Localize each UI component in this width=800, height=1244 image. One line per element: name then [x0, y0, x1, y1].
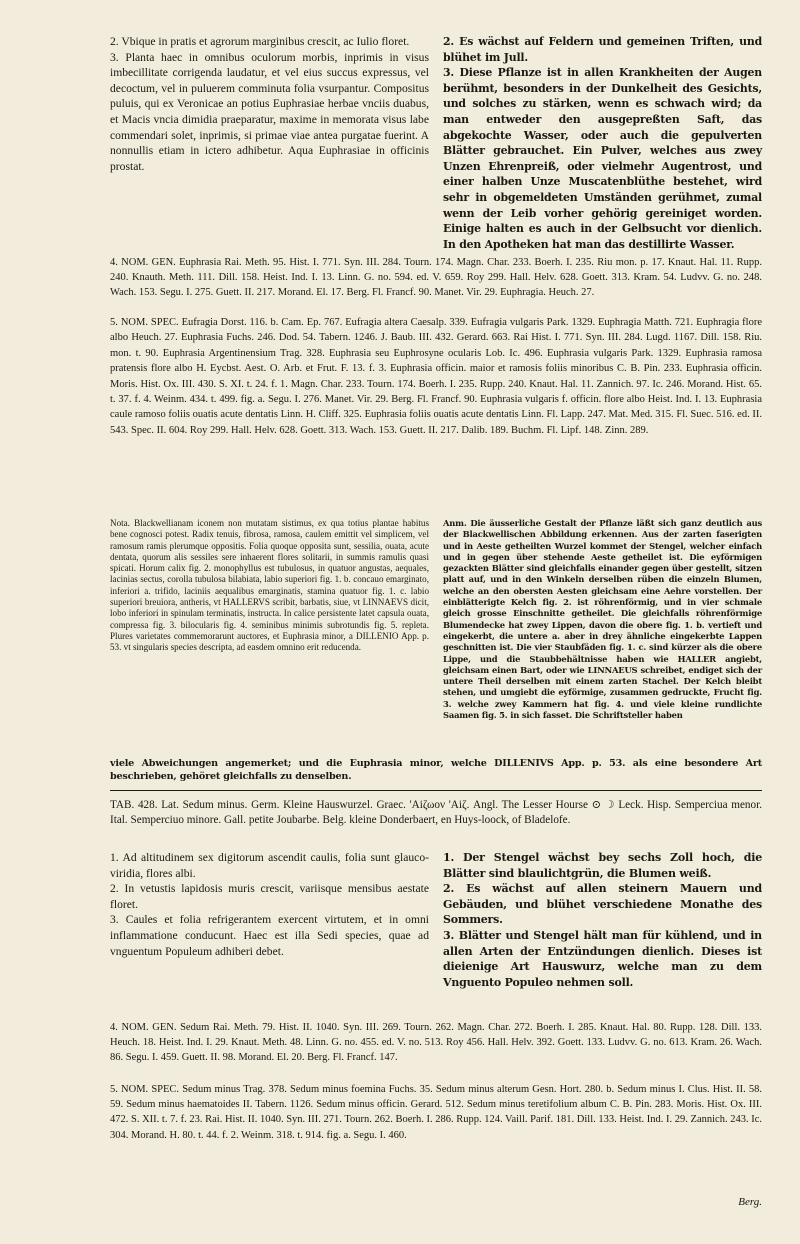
- sedum-german-column: [443, 850, 762, 990]
- nota-columns: [110, 518, 762, 721]
- sedum-columns: [110, 850, 762, 990]
- sedum-nom-gen-text: 4. NOM. GEN. Sedum Rai. Meth. 79. Hist. II. 1040. Syn. III. 269. Tourn. 262. Magn. Char. 272. Boerh. I. 285. Knaut. Hal. 80. Rupp. 128. Dill. 133. Heuch. 18. Heist. Ind. I. 29. Knaut. Meth. 48. Linn. G. no. 455. ed. V. no. 513. Roy 456. Hall. Helv. 392. Goett. 133. Ludvv. G. no. 613. Kram. 26. Wach. 86. Segu. I. 459. Guett. II. 98. Morand. El. 20. Berg. Fl. Francf. 147.: [110, 1022, 762, 1064]
- tab-header-text: TAB. 428. Lat. Sedum minus. Germ. Kleine Hauswurzel. Graec. 'Aiζωον 'Aiζ. Angl. The Lesser Hourse ⊙ ☽ Leck. Hisp. Semperciua menor. Ital. Semperciuo minore. Gall. petite Joubarbe. Belg. kleine Donderbaert, en Huys-loock, of Bladelofe.: [110, 799, 762, 827]
- sedum-latin-column: [110, 850, 429, 990]
- latin-paragraph-3: 3. Planta haec in omnibus oculorum morbis, inprimis in visus imbecillitate corrigenda laudatur, et vel eius succus expressus, vel decoctum, vel in puluerem comminuta folia vsurpantur. Compositus puluis, qui ex Veronicae an potius Euphrasiae herbae vnciis duabus, et Macis vncia dimidia praeparatur, maxime in memorata visus labe commendari solet, inprimis, si primae viae antea purgatae fuerint. A nonnullis etiam in ictero adhibetur. Aqua Euphrasiae in officinis prostat.: [110, 50, 429, 173]
- sedum-nom-gen: [110, 1020, 762, 1066]
- sedum-german-1: 1. Der Stengel wächst bey sechs Zoll hoch, die Blätter sind blaulichtgrün, die Blumen weiß.: [443, 851, 762, 880]
- nota-german-text: Anm. Die äusserliche Gestalt der Pflanze läßt sich ganz deutlich aus der Blackwellischen Abbildung erkennen. Aus der zarten faserigten und in Aeste getheilten Wurzel kommet der Stengel, welcher einfach und in gegen über stehende Aeste getheilet ist. Die eyförmigen gezackten Blätter sind gleichfalls einander gegen über gestellt, sitzen platt auf, und in den Winkeln derselben rüben die einzeln Blumen, welche an den obersten Aesten gleichsam eine Aehre vorstellen. Der einblätterigte Kelch fig. 2. ist röhrenförmig, und in vier schmale gleich grosse Einschnitte getheilet. Die gleichfalls röhrenförmige Blumendecke hat zwey Lippen, davon die obere fig. 1. b. vertieft und eingekerbt, die untere a. aber in drey ähnliche eingekerbte Lappen geschnitten ist. Die vier Staubfäden fig. 1. c. sind kürzer als die obere Lippe, und die Staubbehältnisse haben wie HALLER angiebt, gleichsam einen Bart, oder wie LINNAEUS schreibet, endiget sich der untere Theil derselben mit einem zarten Stachel. Der Kelch bleibt stehen, und umgiebt die eyförmige, zusammen gedruckte, Frucht fig. 3. welche zwey Kammern hat fig. 4. und viele kleine rundlichte Saamen fig. 5. in sich fasset. Die Schriftsteller haben: [443, 518, 762, 721]
- nota-german: [443, 518, 762, 721]
- sedum-german-2: 2. Es wächst auf allen steinern Mauern und Gebäuden, und blühet verschiedene Monathe des Sommers.: [443, 882, 762, 927]
- latin-paragraph-2: 2. Vbique in pratis et agrorum marginibus crescit, ac Iulio floret.: [110, 35, 410, 48]
- german-paragraph-2: 2. Es wächst auf Feldern und gemeinen Triften, und blühet im Jull.: [443, 35, 762, 64]
- sedum-german-3: 3. Blätter und Stengel hält man für kühlend, und in allen Arten der Entzündungen dienlich. Dieses ist dieienige Art Hauswurz, welche man zu dem Vnguento Populeo nehmen soll.: [443, 928, 762, 989]
- german-paragraph-3: 3. Diese Pflanze ist in allen Krankheiten der Augen berühmt, besonders in der Dunkelheit des Gesichts, und solches zu stärken, wenn es schwach wird; da man entweder den ausgepreßten Saft, das abgekochte Wasser, oder auch die gepulverten Blätter gebrauchet. Ein Pulver, welches aus zwey Unzen Ehrenpreiß, oder vielmehr Augentrost, und einer halben Unze Muscatenblüthe bestehet, wird sehr in obgemeldeten Umständen gerühmet, zumal wenn der Leib vorher gehörig gereiniget worden. Einige halten es auch in der Gelbsucht vor dienlich. In den Apotheken hat man das destillirte Wasser.: [443, 66, 762, 251]
- section-divider: [110, 790, 762, 791]
- euphrasia-nom-spec: [110, 315, 762, 438]
- nota-tail: [110, 758, 762, 783]
- sedum-nom-spec-text: 5. NOM. SPEC. Sedum minus Trag. 378. Sedum minus foemina Fuchs. 35. Sedum minus alterum Gesn. Hort. 280. b. Sedum minus I. Clus. Hist. II. 58. 59. Sedum minus haematoides II. Tabern. 1126. Sedum minus officin. Gerard. 512. Sedum minus teretifolium album C. B. Pin. 283. Moris. Hist. Ox. III. 472. S. XII. t. 7. f. 23. Rai. Hist. II. 1040. Syn. III. 271. Tourn. 262. Boerh. I. 286. Rupp. 124. Vaill. Parif. 181. Dill. 133. Heist. Ind. I. 29. Zannich. 243. Ic. 304. Morand. H. 80. t. 44. f. 2. Weinm. 318. t. 914. fig. a. Segu. I. 460.: [110, 1084, 762, 1141]
- nom-spec-text: 5. NOM. SPEC. Eufragia Dorst. 116. b. Cam. Ep. 767. Eufragia altera Caesalp. 339. Eufragia vulgaris Park. 1329. Euphragia Matth. 721. Euphragia flore albo Heuch. 27. Euphrasia Fuchs. 246. Dod. 54. Tabern. 1246. J. Baub. III. 432. Gerard. 663. Rai Hist. I. 771. Syn. III. 284. Lugd. 1167. Dill. 158. Riu. mon. t. 90. Euphrasia Argentinensium Trag. 328. Euphrasia seu Euphrosyne ocularis Lob. Ic. 496. Euphrasia vulgaris Park. 1329. Euphrasia ramosa pratensis flore albo H. Eycbst. Aest. O. Arb. et Frut. F. 13. f. 3. Euphrasia officin. maior et ramosis foliis minoribus C. B. Pin. 233. Euphrasia officin. Moris. Hist. Ox. III. 430. S. XI. t. 24. f. 1. Magn. Char. 233. Tourn. 174. Boerh. I. 235. Rupp. 240. Knaut. Hal. 11. Zannich. 97. Ic. 246. Morand. Hist. 65. t. 37. f. 4. Weinm. 434. t. 499. fig. a. Segu. I. 276. Manet. Vir. 29. Berg. Fl. Francf. 90. Euphrasia vulgaris f. officin. flore albo Heist. Ind. I. 13. Euphrasia caule ramoso foliis ouatis acute dentatis Linn. H. Cliff. 325. Euphrasia foliis ouatis acute dentatis Linn. Fl. Lapp. 247. Mat. Med. 315. Fl. Suec. 516. ed. II. 543. Spec. II. 604. Roy 299. Hall. Helv. 628. Goett. 313. Wach. 153. Guett. II. 217. Dalib. 189. Buchm. Fl. Lipf. 148. Zinn. 289.: [110, 317, 762, 436]
- latin-column: [110, 34, 429, 252]
- sedum-latin-1: 1. Ad altitudinem sex digitorum ascendit caulis, folia sunt glauco-viridia, flores albi.: [110, 851, 429, 880]
- sedum-nom-spec: [110, 1082, 762, 1143]
- catchword: Berg.: [738, 1196, 762, 1208]
- german-column: [443, 34, 762, 252]
- euphrasia-nom-gen: [110, 255, 762, 301]
- nota-latin: [110, 518, 429, 721]
- sedum-latin-2: 2. In vetustis lapidosis muris crescit, variisque mensibus aestate floret.: [110, 882, 429, 911]
- nota-latin-text: Nota. Blackwellianam iconem non mutatam sistimus, ex qua totius plantae habitus bene cognosci potest. Radix tenuis, fibrosa, ramosa, caulem emittit vel simplicem, vel ramosum ramis plerumque oppositis. Folia quoque opposita sunt, sessilia, ouata, acute dentata, quorum alis sessiles sere inhaerent flores solitarii, in summis ramulis quasi spicati. Horum calix fig. 2. monophyllus est tubulosus, in quatuor angustas, aequales, lacinias sectus, corolla tubulosa bilabiata, labio superiori fig. 1. b. concauo emarginato, inferiori a. trifido, laciniis aequalibus emarginatis, stamina quatuor fig. 1. c. labio superiori breuiora, antheris, vt HALLERVS scribit, barbatis, siue, vt LINNAEVS dicit, lobo inferiori in spinulam terminatis, instructa. In calice persistente latet capsula ouata, compressa fig. 3. bilocularis fig. 4. seminibus minimis subrotundis fig. 5. repleta. Plures varietates commemorarunt auctores, et Euphrasia minor, a DILLENIO App. p. 53. vt singularis species descripta, ad easdem omnino erit reducenda.: [110, 518, 429, 653]
- euphrasia-notes-columns: [110, 34, 762, 252]
- nota-tail-text: viele Abweichungen angemerket; und die Euphrasia minor, welche DILLENIVS App. p. 53. als eine besondere Art beschrieben, gehöret gleichfalls zu denselben.: [110, 758, 762, 782]
- tab-header: [110, 798, 762, 829]
- sedum-latin-3: 3. Caules et folia refrigerantem exercent virtutem, et in omni inflammatione conducunt. Haec est illa Sedi species, quae ad vnguentum Populeum adhiberi debet.: [110, 913, 429, 958]
- nom-gen-text: 4. NOM. GEN. Euphrasia Rai. Meth. 95. Hist. I. 771. Syn. III. 284. Tourn. 174. Magn. Char. 233. Boerh. I. 235. Riu mon. p. 17. Knaut. Hal. 11. Rupp. 240. Knauth. Meth. 111. Dill. 158. Heist. Ind. I. 13. Linn. G. no. 594. ed. V. 659. Roy 299. Hall. Helv. 628. Goett. 313. Kram. 54. Ludvv. G. no. 248. Wach. 153. Segu. I. 275. Guett. II. 217. Morand. El. 17. Berg. Fl. Francf. 90. Manet. Vir. 29. Euphragia. Heuch. 27.: [110, 257, 762, 299]
